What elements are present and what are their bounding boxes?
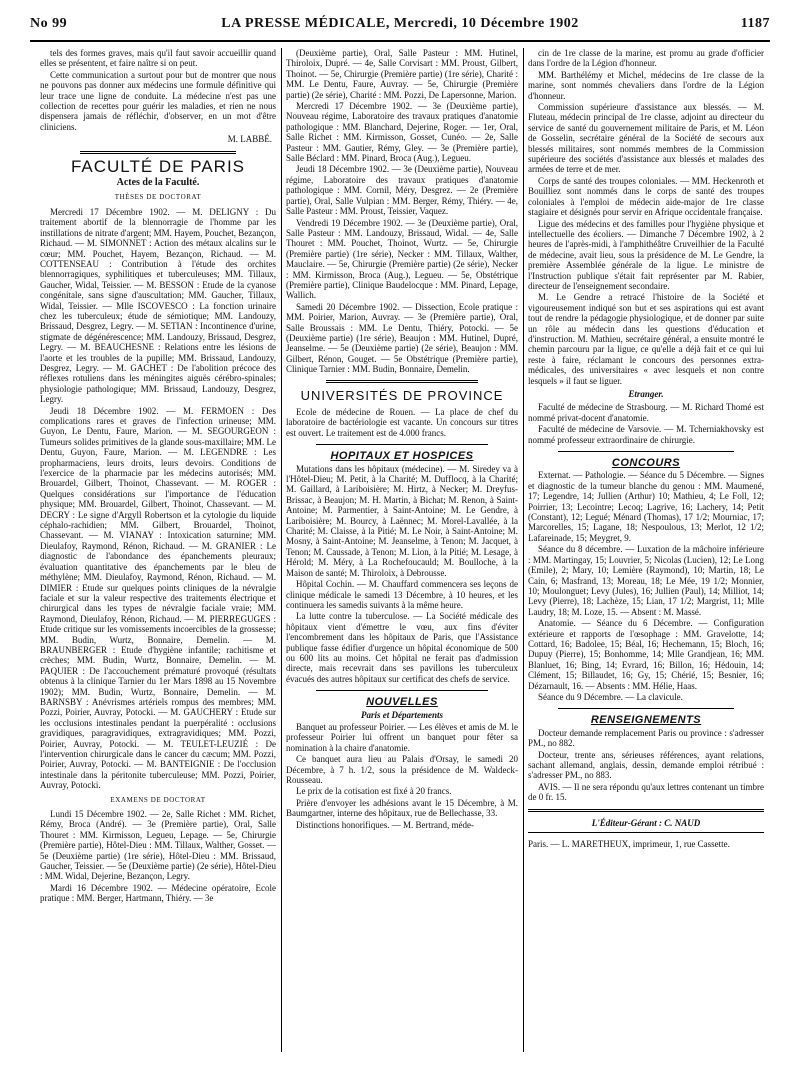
intro-text [40, 48, 276, 132]
paragraph: tels des formes graves, mais qu'il faut savoir accueillir quand elles se présentent, et faire naître si on peut. [40, 48, 276, 69]
header-rule [30, 40, 770, 42]
page-number: 1187 [740, 16, 770, 31]
column-2 [286, 48, 518, 1074]
paragraph: Vendredi 19 Décembre 1902. — 3e (Deuxième partie), Oral, Salle Pasteur : MM. Landouzy, Brissaud, Widal. — 4e, Salle Thouret : MM. Pouchet, Thoinot, Wurtz. — 5e, Chirurgie (Première partie) (1re série), Necker : MM. Tillaux, Walther, Mauclaire. — 5e, Chirurgie (Première partie) (2e série), Necker : MM. Kirmisson, Broca (Aug.), Legueu. — 5e, Obstétrique (Première partie), Clinique Baudelocque : MM. Pinard, Lepage, Wallich. [286, 217, 518, 301]
paragraph: Samedi 20 Décembre 1902. — Dissection, Ecole pratique : MM. Poirier, Marion, Auvray. — 3e (Première partie), Oral, Salle Broussais : MM. Le Dentu, Thiéry, Potocki. — 5e (Deuxième partie) (1re série), Beaujon : MM. Hutinel, Dupré, Jeanselme. — 5e (Deuxième partie) (2e série), Beaujon : MM. Gilbert, Rénon, Gouget. — 5e Obstétrique (Première partie), Clinique Tarnier : MM. Budin, Bonnaire, Demelin. [286, 301, 518, 375]
nouvelles-text [286, 722, 518, 830]
column-divider [281, 48, 282, 1052]
paragraph: Jeudi 18 Décembre 1902. — M. FERMOEN : Des complications rares et graves de l'infection urineuse; MM. Guyon, Le Dentu, Faure, Marion. — M. SEGOURGEON : Tumeurs solides primitives de la glande sous-maxillaire; MM. Le Dentu, Guyon, Faure, Marion. — M. LEGENDRE : Les propharmaciens, leurs droits, leurs devoirs. Conditions de l'exercice de la pharmacie par les médecins autorisés; MM. Brouardel, Gilbert, Thoinot, Chassevant. — M. ROGER : Quelques considérations sur l'importance de l'éducation physique; MM. Brouardel, Gilbert, Thoinot, Chassevant. — M. DECRY : Le signe d'Argyll Robertson et la cytologie du liquide céphalo-rachidien; MM. Gilbert, Brouardel, Thoinot, Chassevant. — M. VIANAY : Intoxication saturnine; MM. Dieulafoy, Raymond, Rénon, Richaud. — M. GRANIER : Le diagnostic de l'abondance des épanchements pleuraux; évaluation quantitative des épanchements par le bleu de méthylène; MM. Dieulafoy, Raymond, Rénon, Richaud. — M. DIMIER : Etude sur quelques points cliniques de la névralgie faciale et sur la valeur respective des traitements électrique et chirurgical dans les types de névralgie faciale vraie; MM. Raymond, Dieulafoy, Rénon, Richaud. — M. PIERREGUGES : Etude critique sur les vomissements incoercibles de la grossesse; MM. Budin, Wurtz, Bonnaire, Demelin. — M. BRAUNBERGER : Etude d'hygiène infantile; rachitisme et crèches; MM. Budin, Wurtz, Bonnaire, Demelin. — M. PAQUIER : De l'accouchement prématuré provoqué (résultats obtenus à la clinique Tarnier du 1er Mars 1898 au 15 Novembre 1902); MM. Budin, Wurtz, Bonnaire, Demelin. — M. BARNSBY : Anévrismes artériels rompus des membres; MM. Pozzi, Poirier, Auvray, Potocki. — M. GAUCHERY : Etude sur les occlusions intestinales pendant la puerpéralité : occlusions gravidiques, paragravidiques, extragravidiques; MM. Pozzi, Poirier, Auvray, Potocki. — M. TEULET-LEUZIÉ : De l'intervention chirurgicale dans le cancer du cæcum; MM. Pozzi, Poirier, Auvray, Potocki. — M. BANTEIGNIE : De l'occlusion intestinale dans la péritonite tuberculeuse; MM. Pozzi, Poirier, Auvray, Potocki. [40, 405, 276, 791]
concours-title: CONCOURS [611, 457, 681, 470]
column-3 [528, 48, 764, 1074]
paragraph: Mardi 16 Décembre 1902. — Médecine opératoire, Ecole pratique : MM. Berger, Hartmann, Thiéry. — 3e [40, 882, 276, 904]
column-1 [40, 48, 276, 1074]
paris-title: Paris et Départements [361, 709, 443, 720]
paragraph: MM. Barthélémy et Michel, médecins de 1re classe de la marine, sont nommés chevaliers dans l'ordre de la Légion d'honneur. [528, 69, 764, 101]
paragraph: Mercredi 17 Décembre 1902. — M. DELIGNY : Du traitement abortif de la blennorragie de l'homme par les instillations de nitrate d'argent; MM. Hayem, Pouchet, Bezançon, Richaud. — M. SIMONNET : Action des métaux alcalins sur le cœur; MM. Pouchet, Hayem, Bezançon, Richaud. — M. COTTENSEAU : Contribution à l'étude des orchites blennorragiques, syphilitiques et tuberculeuses; MM. Tillaux, Gaucher, Widal, Teissier. — M. BESSON : Etude de la cyanose congénitale, sans signe d'auscultation; MM. Gaucher, Tillaux, Widal, Teissier. — Mlle ISCOVESCO : La fonction urinaire chez les tuberculeux; étude de sémiotique; MM. Landouzy, Brissaud, Desgrez, Legry. — M. SETIAN : Incontinence d'urine, stigmate de dégénérescence; MM. Landouzy, Brissaud, Desgrez, Legry. — M. BEAUCHESNE : Relations entre les lésions de l'aorte et les troubles de la pupille; MM. Brissaud, Landouzy, Desgrez, Legry. — M. GACHET : De l'abolition précoce des réflexes rotuliens dans les méningites aiguës cérébro-spinales; physiologie pathologique; MM. Brissaud, Landouzy, Desgrez, Legry. [40, 206, 276, 405]
footer-rule [528, 832, 764, 833]
theses-text [40, 207, 276, 791]
separator [558, 451, 734, 452]
paragraph: Cette communication a surtout pour but de montrer que nous ne pouvons pas donner aux médecins une formule définitive qui leur trace une ligne de conduite. La médecine n'est pas une collection de recettes pour guérir les maladies, et rien ne nous dispensera jamais de réfléchir, d'observer, en un mot d'être cliniciens. [40, 69, 276, 132]
paragraph: Ce banquet aura lieu au Palais d'Orsay, le samedi 20 Décembre, à 7 h. 1/2, sous la présidence de M. Waldeck-Rousseau. [286, 754, 518, 785]
paragraph: Séance du 8 décembre. — Luxation de la mâchoire inférieure : MM. Martingay, 15; Louvrier, 5; Nicolas (Lucien), 12; Le Long (Emile), 2; Mary, 10; Lemière (Raymond), 10; Martin, 18; Le Cain, 6; Masfrand, 13; Moreau, 18; Le Mée, 19 1/2; Monnier, 10; Moulonguet; Levy (Jules), 16; Jullien (Paul), 14; Milliot, 14; Levy (Pierre), 18; Lachèze, 15; Lian, 17 1/2; Margrist, 11; Mlle Laudry, 18; M. Loze, 15. — Absent : M. Massé. [528, 544, 764, 617]
concours-text [528, 470, 764, 702]
paragraph: Anatomie. — Séance du 6 Décembre. — Configuration extérieure et rapports de l'œsophage : MM. Gravelotte, 14; Cottard, 16; Badolee, 15; Béal, 16; Hechemann, 15; Bloch, 16; Dupuy (Pierre), 15; Bonhomme, 14; Mlle Grandjean, 16; MM. Blanluet, 16; Bing, 14; Evrard, 16; Billon, 16; Hédouin, 14; Clément, 15; Billaudet, 16; Gy, 15; Chérié, 15; Besnier, 16; Dézarnault, 16. — Absents : MM. Hélie, Haas. [528, 618, 764, 691]
paragraph: Lundi 15 Décembre 1902. — 2e, Salle Richet : MM. Richet, Rémy, Broca (André). — 3e (Première partie), Oral, Salle Thouret : MM. Kirmisson, Legueu, Lepage. — 5e, Chirurgie (Première partie), Hôtel-Dieu : MM. Tillaux, Walther, Gosset. — 5e (Deuxième partie) (1re série), Hôtel-Dieu : MM. Brissaud, Gaucher, Teissier. — 5e (Deuxième partie) (2e série), Hôtel-Dieu : MM. Widal, Dejerine, Bezançon, Legry. [40, 809, 276, 882]
paragraph: cin de 1re classe de la marine, est promu au grade d'officier dans l'ordre de la Légion d'honneur. [528, 48, 764, 69]
paragraph: Le prix de la cotisation est fixé à 20 francs. [296, 786, 452, 797]
paragraph: Docteur demande remplacement Paris ou province : s'adresser PM., no 882. [528, 727, 764, 749]
paragraph: AVIS. — Il ne sera répondu qu'aux lettres contenant un timbre de 0 fr. 15. [528, 781, 764, 803]
gerant-line: L'Éditeur-Gérant : C. NAUD [591, 817, 701, 828]
examens-continued [286, 48, 518, 375]
examens-text [40, 809, 276, 904]
examens-title: EXAMENS DE DOCTORAT [110, 795, 206, 804]
separator [316, 444, 488, 445]
renseignements-text [528, 728, 764, 803]
separator [558, 708, 734, 709]
paragraph: Prière d'envoyer les adhésions avant le 15 Décembre, à M. Baumgartner, interne des hôpitaux, rue de Bellechasse, 33. [286, 797, 518, 819]
etranger-text [528, 402, 764, 445]
paragraph: Séance du 9 Décembre. — La clavicule. [538, 691, 683, 702]
journal-title: LA PRESSE MÉDICALE, Mercredi, 10 Décembre 1902 [221, 16, 579, 31]
nouvelles-continued [528, 48, 764, 386]
paragraph: Externat. — Pathologie. — Séance du 5 Décembre. — Signes et diagnostic de la tumeur blanche du genou : MM. Maumené, 17; Legendre, 14; Jullien (Arthur) 10; Mathieu, 4; Le Foll, 12; Poirrier, 13; Lecointre; Lecoq; Lagrive, 16; Lachery, 14; Petit (Constant), 12; Legué; Ménard (Thomas), 17 1/2; Mourniac, 17; Marcorelles, 15; Lagane, 18; Nespoulous, 13; Merlot, 12 1/2; Lafareinade, 15; Meygret, 9. [528, 470, 764, 543]
paragraph: Mutations dans les hôpitaux (médecine). — M. Siredey va à l'Hôtel-Dieu; M. Petit, à la Charité; M. Dufflocq, à la Charité; M. Gaillard, à Lariboisière; M. Hirtz, à Necker; M. Dreyfus-Brissac, à Beaujon; M. H. Martin, à Bichat; M. Renon, à Saint-Antoine; M. Parmentier, à Saint-Antoine; M. Le Gendre, à Lariboisière; M. Bourcy, à Laënnec; M. Morel-Lavallée, à la Charité; M. Claisse, à la Pitié; M. Le Noir, à Saint-Antoine; M. Mosny, à Saint-Antoine; M. Jeanselme, à Tenon; M. Jacquet, à Tenon; M. Caussade, à Tenon; M. Lion, à la Pitié; M. Lesage, à Hérold; M. Méry, à La Rochefoucauld; M. Boulloche, à la Maison de santé; M. Thiroloix, à Debrousse. [286, 463, 518, 578]
rouen-paragraph: Ecole de médecine de Rouen. — La place de chef du laboratoire de bactériologie est vacante. Un concours sur titres est ouvert. Le traitement est de 4.000 francs. [286, 407, 518, 438]
imprint-line: Paris. — L. MARETHEUX, imprimeur, 1, rue Cassette. [528, 839, 730, 850]
paragraph: Faculté de médecine de Strasbourg. — M. Richard Thomé est nommé privat-docent d'anatomie. [528, 402, 764, 423]
paragraph: Ligue des médecins et des familles pour l'hygiène physique et intellectuelle des écoliers. — Dimanche 7 Décembre 1902, à 2 heures de l'après-midi, à l'amphithéâtre Cruveilhier de la Faculté de médecine, avait lieu, sous la présidence de M. Le Gendre, la première Assemblée générale de la ligue. Le ministre de l'Instruction publique s'était fait représenter par M. Rabier, directeur de l'enseignement secondaire. [528, 218, 764, 291]
hopitaux-text [286, 464, 518, 685]
faculty-title: FACULTÉ DE PARIS [70, 156, 246, 176]
paragraph: M. Le Gendre a retracé l'histoire de la Société et vigoureusement indiqué son but et ses aspirations qui est avant tout de rendre la pédagogie physiologique, et de donner par suite un rôle au médecin dans les questions d'éducation et d'instruction. M. Mathieu, secrétaire général, a ensuite montré le chemin parcouru par la ligue, ce qu'elle a déjà fait et ce qui lui reste à faire, réclamant le concours des personnes extra-médicales, des universitaires « avec lesquels et non contre lesquels » il faut se liguer. [528, 292, 764, 386]
universites-title: UNIVERSITÉS DE PROVINCE [300, 387, 504, 403]
paragraph: Jeudi 18 Décembre 1902. — 3e (Deuxième partie), Nouveau régime, Laboratoire des travaux pratiques d'anatomie pathologique : MM. Cornil, Méry, Desgrez. — 2e (Première partie), Oral, Salle Vulpian : MM. Berger, Rémy, Thiéry. — 4e, Salle Pasteur : MM. Proust, Teissier, Vaquez. [286, 164, 518, 217]
paragraph: Mercredi 17 Décembre 1902. — 3e (Deuxième partie), Nouveau régime, Laboratoire des travaux pratiques d'anatomie pathologique : MM. Blanchard, Dejerine, Roger. — 1er, Oral, Salle Richet : MM. Kirmisson, Gosset, Cunéo. — 2e, Salle Pasteur : MM. Gautier, Rémy, Gley. — 3e (Première partie), Salle Béclard : MM. Pinard, Broca (Aug.), Legueu. [286, 101, 518, 164]
section-rule [326, 380, 478, 383]
paragraph: Commission supérieure d'assistance aux blessés. — M. Fluteau, médecin principal de 1re classe, adjoint au directeur du service de santé du gouvernement militaire de Paris, et M. Léon de Gosselin, secrétaire général de la Société de secours aux blessés militaires, sont nommés membres de la Commission supérieure des sociétés d'assistance aux blessés et malades des armées de terre et de mer. [528, 102, 764, 175]
separator [316, 690, 488, 691]
hopitaux-title: HOPITAUX ET HOSPICES [330, 450, 474, 463]
paragraph: (Deuxième partie), Oral, Salle Pasteur : MM. Hutinel, Thiroloix, Dupré. — 4e, Salle Corvisart : MM. Proust, Gilbert, Thoinot. — 5e, Chirurgie (Première partie) (1re série), Charité : MM. Le Dentu, Faure, Auvray. — 5e, Chirurgie (Première partie) (2e série), Charité : MM. Pozzi, De Lapersonne, Marion. [286, 48, 518, 100]
page-header [30, 10, 770, 40]
paragraph: Hôpital Cochin. — M. Chauffard commencera ses leçons de clinique médicale le samedi 13 Décembre, à 10 heures, et les continuera les samedis suivants à la même heure. [286, 579, 518, 610]
actes-title: Actes de la Faculté. [116, 177, 200, 189]
paragraph: Distinctions honorifiques. — M. Bertrand, méde- [296, 819, 474, 830]
etranger-title: Etranger. [628, 389, 664, 399]
section-rule [80, 151, 236, 154]
nouvelles-title: NOUVELLES [366, 696, 438, 709]
issue-number: No 99 [30, 16, 68, 31]
column-divider [523, 48, 524, 1052]
paragraph: Corps de santé des troupes coloniales. — MM. Heckenroth et Bouilliez sont nommés dans le corps de santé des troupes coloniales à l'emploi de médecin aide-major de 1re classe stagiaire et désignés pour servir en Afrique occidentale française. [528, 175, 764, 218]
paragraph: Banquet au professeur Poirier. — Les élèves et amis de M. le professeur Poirier lui offrent un banquet pour fêter sa nomination à la chaire d'anatomie. [286, 721, 518, 753]
paragraph: Faculté de médecine de Varsovie. — M. Tcherniakhovsky est nommé professeur extraordinaire de chirurgie. [528, 424, 764, 445]
renseignements-title: RENSEIGNEMENTS [590, 714, 702, 727]
paragraph: La lutte contre la tuberculose. — La Société médicale des hôpitaux vient d'émettre le vœu, aux fins d'éviter l'encombrement dans les hôpitaux de Paris, que l'Assistance publique fasse édifier d'urgence un hôpital économique de 500 ou 600 lits au moins. Cet hôpital ne ferait pas d'admission directe, mais recevrait dans ses pavillons les tuberculeux évacués des autres hôpitaux sur certificat des chefs de service. [286, 611, 518, 684]
paragraph: Docteur, trente ans, sérieuses références, ayant relations, sachant allemand, anglais, dessin, demande emploi rétribué : s'adresser PM., no 883. [528, 749, 764, 781]
footer-rule [528, 809, 764, 812]
author-signature: M. LABBÉ. [227, 134, 272, 145]
theses-title: THÈSES DE DOCTORAT [114, 193, 202, 202]
